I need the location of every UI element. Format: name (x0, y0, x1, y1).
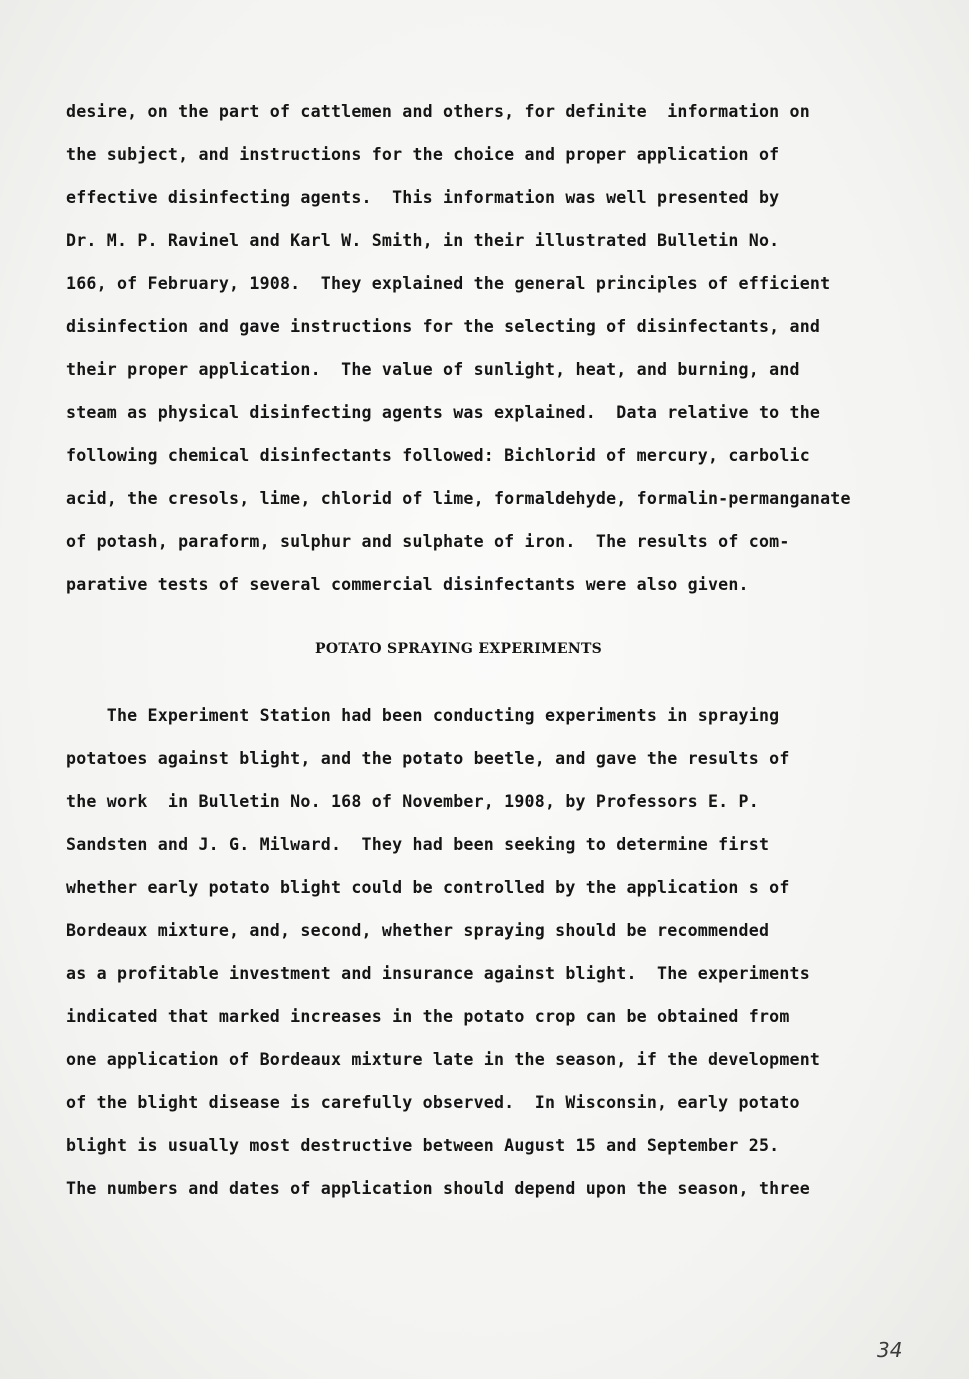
text-line: indicated that marked increases in the potato crop can be obtained from (66, 1007, 790, 1026)
text-line: of the blight disease is carefully observed. In Wisconsin, early potato (66, 1093, 800, 1112)
text-line: the subject, and instructions for the choice and proper application of (66, 145, 780, 164)
text-line: The Experiment Station had been conducting experiments in spraying (66, 706, 780, 725)
text-line: as a profitable investment and insurance against blight. The experiments (66, 964, 810, 983)
text-line: parative tests of several commercial disinfectants were also given. (66, 575, 749, 594)
text-line: Dr. M. P. Ravinel and Karl W. Smith, in their illustrated Bulletin No. (66, 231, 780, 250)
page-number: 34 (877, 1338, 903, 1362)
text-line: desire, on the part of cattlemen and others, for definite information on (66, 102, 810, 121)
text-line: of potash, paraform, sulphur and sulphate of iron. The results of com- (66, 532, 790, 551)
text-line: one application of Bordeaux mixture late in the season, if the development (66, 1050, 821, 1069)
section-heading: POTATO SPRAYING EXPERIMENTS (315, 641, 603, 657)
text-line: acid, the cresols, lime, chlorid of lime, formaldehyde, formalin-permanganate (66, 489, 851, 508)
text-line: whether early potato blight could be controlled by the application s of (66, 878, 790, 897)
text-line: the work in Bulletin No. 168 of November, 1908, by Professors E. P. (66, 792, 759, 811)
text-line: potatoes against blight, and the potato beetle, and gave the results of (66, 749, 790, 768)
text-line: their proper application. The value of sunlight, heat, and burning, and (66, 360, 800, 379)
text-line: Bordeaux mixture, and, second, whether spraying should be recommended (66, 921, 770, 940)
text-line: following chemical disinfectants followed: Bichlorid of mercury, carbolic (66, 446, 810, 465)
text-line: Sandsten and J. G. Milward. They had been seeking to determine first (66, 835, 770, 854)
text-line: effective disinfecting agents. This information was well presented by (66, 188, 780, 207)
text-line: blight is usually most destructive between August 15 and September 25. (66, 1136, 780, 1155)
text-line: The numbers and dates of application should depend upon the season, three (66, 1179, 810, 1198)
text-line: disinfection and gave instructions for the selecting of disinfectants, and (66, 317, 821, 336)
text-line: steam as physical disinfecting agents was explained. Data relative to the (66, 403, 821, 422)
text-line: 166, of February, 1908. They explained the general principles of efficient (66, 274, 831, 293)
